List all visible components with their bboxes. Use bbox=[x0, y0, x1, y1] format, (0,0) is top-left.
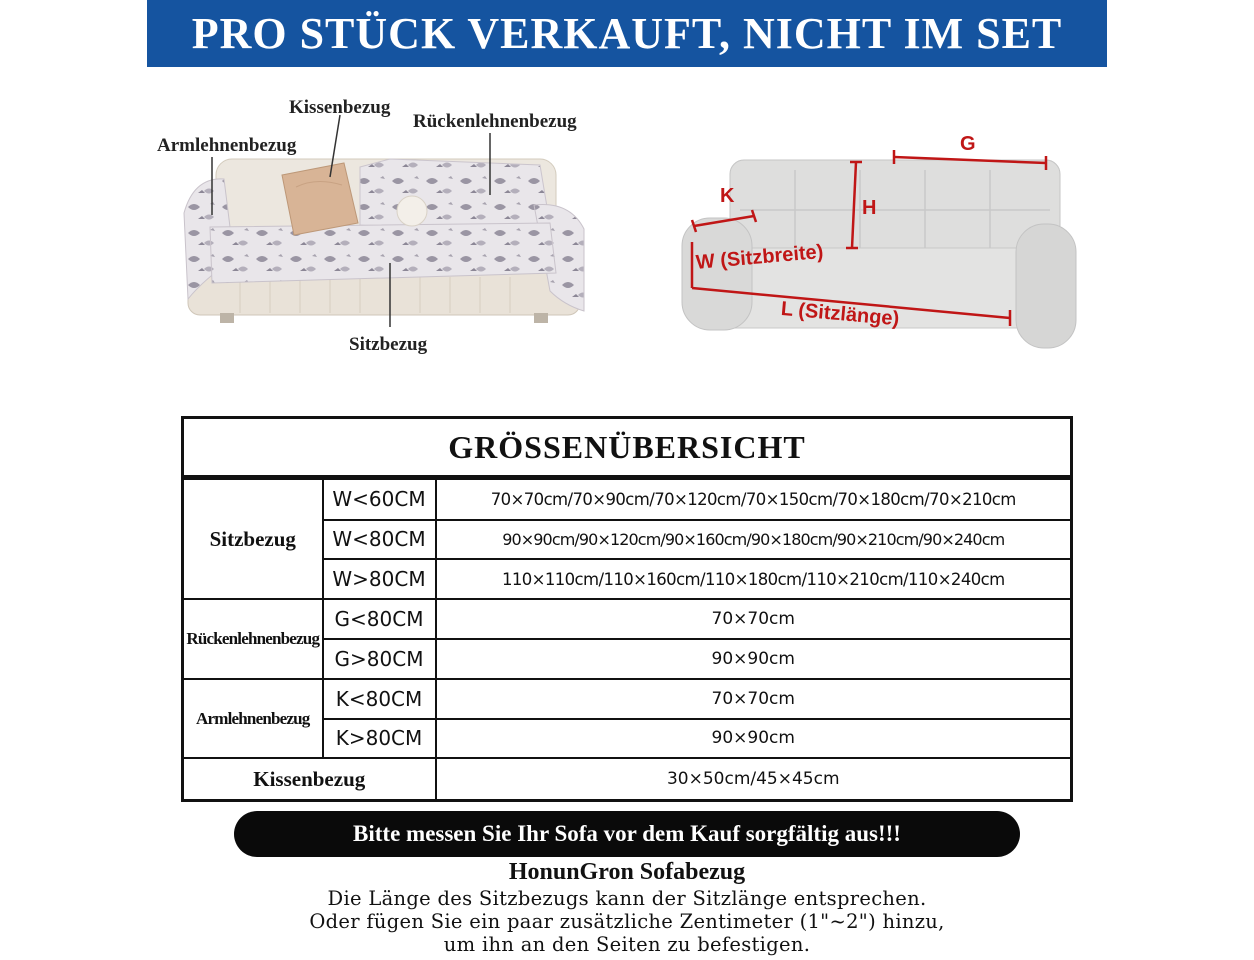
condition-cell: K>80CM bbox=[323, 719, 436, 759]
footer-line-3: um ihn an den Seiten zu befestigen. bbox=[443, 933, 811, 956]
table-row bbox=[183, 599, 1072, 639]
category-kissenbezug: Kissenbezug bbox=[183, 758, 436, 800]
table-row bbox=[183, 758, 1072, 800]
sizes-cell: 70×70cm bbox=[436, 679, 1072, 719]
label-kissenbezug: Kissenbezug bbox=[289, 97, 391, 118]
sizes-cell: 90×90cm bbox=[436, 719, 1072, 759]
size-chart-title-row bbox=[183, 418, 1072, 478]
condition-cell: K<80CM bbox=[323, 679, 436, 719]
condition-cell: G>80CM bbox=[323, 639, 436, 679]
size-chart-title: GRÖSSENÜBERSICHT bbox=[183, 418, 1072, 478]
label-armlehnenbezug: Armlehnenbezug bbox=[157, 135, 297, 156]
sizes-cell: 70×70cm bbox=[436, 599, 1072, 639]
condition-cell: W>80CM bbox=[323, 559, 436, 599]
banner-title: PRO STÜCK VERKAUFT, NICHT IM SET bbox=[191, 9, 1063, 58]
condition-cell: W<60CM bbox=[323, 478, 436, 520]
sizes-cell: 70×70cm/70×90cm/70×120cm/70×150cm/70×180cm/70×210cm bbox=[436, 478, 1072, 520]
footer-line-1: Die Länge des Sitzbezugs kann der Sitzlänge entsprechen. bbox=[327, 887, 927, 910]
measure-k: K bbox=[720, 185, 735, 207]
sizes-cell: 110×110cm/110×160cm/110×180cm/110×210cm/110×240cm bbox=[436, 559, 1072, 599]
measure-l-sitzlaenge: L (Sitzlänge) bbox=[780, 298, 901, 331]
measure-g: G bbox=[960, 133, 976, 155]
size-chart-table bbox=[181, 416, 1073, 802]
table-row bbox=[183, 679, 1072, 719]
condition-cell: G<80CM bbox=[323, 599, 436, 639]
measure-notice-text: Bitte messen Sie Ihr Sofa vor dem Kauf sorgfältig aus!!! bbox=[353, 821, 901, 846]
footer-line-2: Oder fügen Sie ein paar zusätzliche Zentimeter (1"~2") hinzu, bbox=[309, 910, 945, 933]
category-armlehnenbezug: Armlehnenbezug bbox=[183, 679, 323, 759]
measure-h: H bbox=[862, 197, 877, 219]
sizes-cell: 90×90cm/90×120cm/90×160cm/90×180cm/90×210cm/90×240cm bbox=[436, 520, 1072, 560]
measure-w-sitzbreite: W (Sitzbreite) bbox=[695, 240, 825, 274]
condition-cell: W<80CM bbox=[323, 520, 436, 560]
table-row bbox=[183, 478, 1072, 520]
sizes-cell: 90×90cm bbox=[436, 639, 1072, 679]
category-sitzbezug: Sitzbezug bbox=[183, 478, 323, 600]
measure-notice bbox=[234, 811, 1020, 857]
category-rueckenlehnenbezug: Rückenlehnenbezug bbox=[183, 599, 323, 679]
top-banner bbox=[147, 0, 1107, 67]
label-rueckenlehnenbezug: Rückenlehnenbezug bbox=[413, 111, 577, 132]
brand-title: HonunGron Sofabezug bbox=[508, 859, 746, 885]
label-sitzbezug: Sitzbezug bbox=[349, 334, 428, 355]
sizes-cell: 30×50cm/45×45cm bbox=[436, 758, 1072, 800]
